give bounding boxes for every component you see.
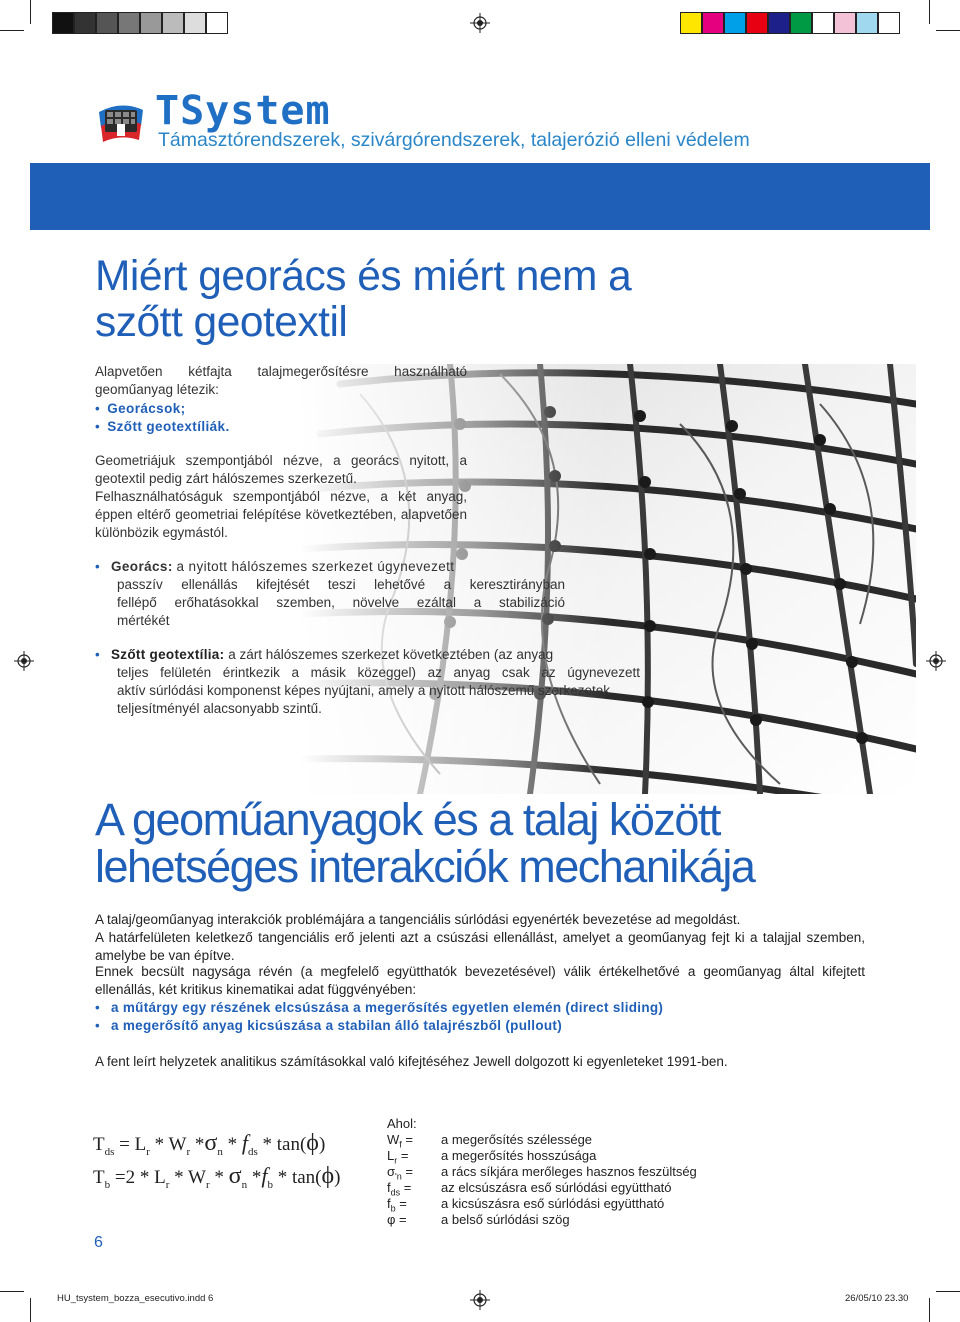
registration-crosshair-icon [470, 13, 490, 33]
legend-desc: a megerősítés szélessége [441, 1132, 593, 1147]
bullet-line: aktív súrlódási komponenst képes nyújtani, amely a nyitott hálószemű szerkezetek [117, 683, 610, 698]
registration-crosshair-icon [14, 651, 34, 671]
formula-term: * W [149, 1134, 187, 1155]
georacs-bullet [95, 558, 565, 630]
phi-symbol: ϕ [321, 1163, 335, 1189]
formula-sub: n [241, 1178, 248, 1191]
footer-date: 26/05/10 23.30 [845, 1293, 909, 1304]
interaction-paragraph: A talaj/geoműanyag interakciók problémájára a tangenciális súrlódási egyenérték bevezetése ad megoldást. [95, 912, 741, 927]
legend-sub: r [394, 1155, 398, 1166]
gray-registration-bar [52, 12, 228, 34]
formula-sub: r [146, 1145, 150, 1158]
intro-paragraph: Alapvetően kétfajta talajmegerősítésre használható geoműanyag létezik: [95, 364, 467, 397]
f-symbol: f [241, 1130, 248, 1155]
geotextil-term: Szőtt geotextília: [111, 647, 225, 662]
usability-paragraph: Felhasználhatóságuk szempontjából nézve, a két anyag, éppen eltérő geometriai felépítése következtében, alapvetően különbözik egymástól. [95, 489, 467, 540]
crop-mark [936, 1291, 960, 1292]
formula-term: * W [169, 1167, 206, 1188]
legend-title: Ahol: [387, 1116, 417, 1131]
formula-sub: b [267, 1178, 273, 1191]
legend-symbol: f [387, 1180, 391, 1195]
formula-term: T [93, 1167, 105, 1188]
formula-term: * [190, 1134, 205, 1155]
formula-term: * tan( [272, 1167, 322, 1188]
bullet-icon: • [95, 559, 100, 574]
bullet-icon: • [95, 419, 100, 434]
formula-term: * tan( [257, 1134, 307, 1155]
sigma-symbol: σ [204, 1130, 218, 1156]
legend-sub: f [399, 1139, 402, 1150]
f-symbol: f [261, 1163, 268, 1188]
formula-sub: ds [104, 1145, 115, 1158]
jewell-paragraph: A fent leírt helyzetek analitikus számításokkal való kifejtéséhez Jewell dolgozott ki egyenleteket 1991-ben. [95, 1054, 728, 1069]
brand-title: TSystem [155, 88, 331, 134]
crop-mark [929, 1298, 930, 1322]
list-item [95, 999, 663, 1017]
formula-term: * [209, 1167, 229, 1188]
legend-eq: = [401, 1164, 413, 1179]
pullout-item: a megerősítő anyag kicsúszása a stabilan álló talajrészből (pullout) [111, 1018, 563, 1033]
direct-sliding-item: a műtárgy egy részének elcsúszása a megerősítés egyetlen elemén (direct sliding) [111, 1000, 664, 1015]
tsystem-logo-icon [95, 96, 147, 148]
legend-desc: a belső súrlódási szög [441, 1212, 570, 1227]
legend-row [387, 1212, 570, 1228]
geotextil-bullet [95, 646, 670, 718]
geometry-paragraph: Geometriájuk szempontjából nézve, a georács nyitott, a geotextil pedig zárt hálószemes szerkezetű. [95, 453, 467, 486]
bullet-icon: • [95, 647, 100, 662]
legend-symbol: σ [387, 1164, 396, 1179]
section1-heading: Miért georács és miért nem a szőtt geotextil [95, 253, 632, 346]
formula-term: =2 * L [110, 1167, 166, 1188]
legend-eq: = [395, 1196, 407, 1211]
bullet-icon: • [95, 401, 100, 416]
legend-desc: az elcsúszásra eső súrlódási együttható [441, 1180, 672, 1195]
legend-desc: a megerősítés hosszúsága [441, 1148, 597, 1163]
legend-sub: 'n [395, 1171, 402, 1182]
legend-eq: = [395, 1212, 407, 1227]
formula-term: ) [318, 1134, 326, 1155]
estimate-paragraph: Ennek becsült nagysága révén (a megfelelő együtthatók bevezetésével) válik értékelhetővé a geoműanyag által kifejtett ellenállás, két kritikus kinematikai adat függvényében: [95, 964, 865, 997]
formula-direct-sliding [93, 1130, 325, 1158]
formula-pullout [93, 1163, 340, 1191]
legend-symbol: L [387, 1148, 395, 1163]
legend-sub: ds [390, 1187, 401, 1198]
list-item [95, 400, 186, 418]
bullet-line: teljesítményél alacsonyabb szintű. [117, 701, 322, 716]
formula-sub: r [165, 1178, 170, 1191]
crop-mark [30, 0, 31, 24]
list-item [95, 418, 230, 436]
tangential-paragraph: A határfelületen keletkező tangenciális erő jelenti azt a csúszási ellenállást, amelyet a geoműanyag fejt ki a talajjal szemben, amelybe be van építve. [95, 930, 865, 963]
crop-mark [929, 0, 930, 24]
brand-subtitle: Támasztórendszerek, szivárgórendszerek, talajerózió elleni védelem [158, 129, 750, 151]
type-georacs: Georácsok; [107, 401, 186, 416]
section2-heading: A geoműanyagok és a talaj között lehetséges interakciók mechanikája [95, 794, 755, 892]
georacs-term: Georács: [111, 559, 173, 574]
formula-sub: n [217, 1145, 223, 1158]
formula-term: ) [334, 1167, 341, 1188]
legend-symbol: f [387, 1196, 391, 1211]
bullet-icon: • [95, 1000, 100, 1015]
bullet-line: mértékét [117, 613, 170, 628]
formula-sub: r [186, 1145, 191, 1158]
formula-sub: b [104, 1178, 111, 1191]
formula-sub: ds [247, 1145, 258, 1158]
legend-eq: = [397, 1148, 409, 1163]
formula-term: = L [114, 1134, 147, 1155]
color-registration-bar [680, 12, 900, 34]
header-blue-band [30, 163, 930, 230]
crop-mark [0, 1291, 24, 1292]
registration-crosshair-icon [926, 651, 946, 671]
legend-symbol: φ [387, 1212, 396, 1227]
crop-mark [30, 1298, 31, 1322]
footer-filename: HU_tsystem_bozza_esecutivo.indd 6 [57, 1293, 214, 1304]
legend-eq: = [401, 1132, 414, 1147]
formula-term: * [222, 1134, 242, 1155]
formula-term: * [247, 1167, 262, 1188]
registration-crosshair-icon [470, 1290, 490, 1310]
formula-term: T [93, 1134, 105, 1155]
bullet-line: teljes felületén érintkezik a másik közeggel) az anyag csak az úgynevezett [117, 665, 640, 680]
bullet-line: a zárt hálószemes szerkezet következtében (az anyag [228, 647, 554, 662]
phi-symbol: ϕ [306, 1130, 319, 1156]
bullet-line: passzív ellenállás kifejtését teszi lehetővé a keresztirányban [117, 577, 565, 592]
legend-symbol: W [387, 1132, 400, 1147]
crop-mark [0, 30, 24, 31]
sigma-symbol: σ [228, 1163, 242, 1189]
type-geotextil: Szőtt geotextíliák. [107, 419, 230, 434]
legend-desc: a rács síkjára merőleges hasznos feszültség [441, 1164, 697, 1179]
list-item [95, 1017, 562, 1035]
bullet-line: a nyitott hálószemes szerkezet úgynevezett [176, 559, 455, 574]
bullet-line: fellépő erőhatásokkal szemben, növelve ezáltal a stabilizáció [117, 595, 565, 610]
page-number: 6 [94, 1234, 103, 1251]
legend-eq: = [400, 1180, 412, 1195]
formula-sub: r [205, 1178, 210, 1191]
bullet-icon: • [95, 1018, 100, 1033]
crop-mark [936, 30, 960, 31]
legend-sub: b [390, 1203, 396, 1214]
legend-desc: a kicsúszásra eső súrlódási együttható [441, 1196, 665, 1211]
